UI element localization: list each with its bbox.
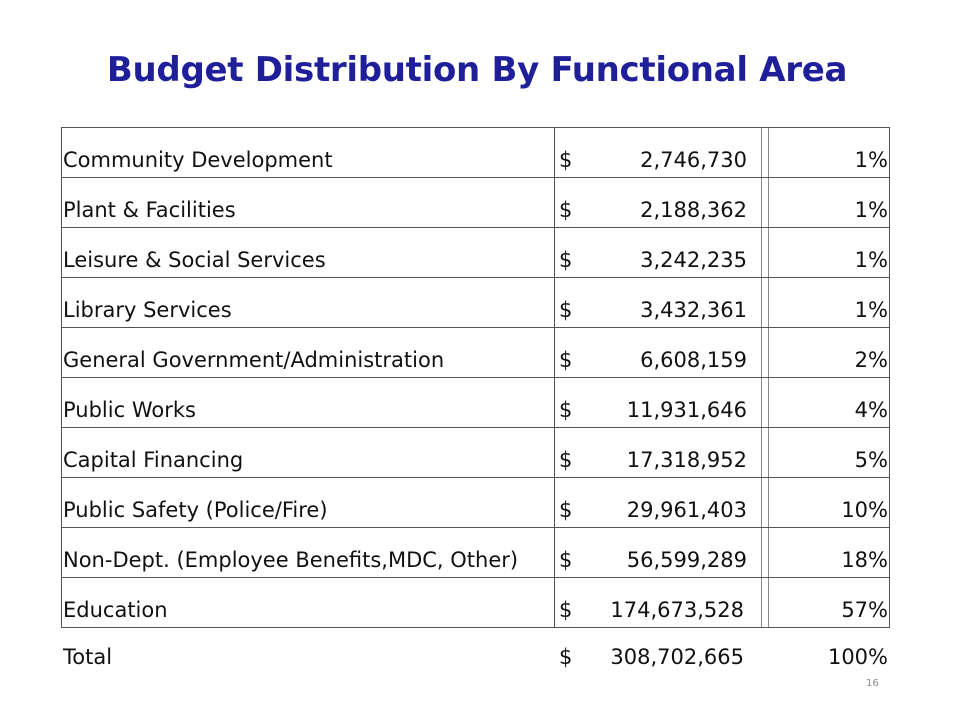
row-percent: 10% — [841, 498, 888, 522]
currency-symbol: $ — [559, 498, 573, 522]
row-label: Public Safety (Police/Fire) — [63, 498, 328, 522]
table-row — [61, 177, 890, 227]
row-percent: 18% — [841, 548, 888, 572]
row-label: General Government/Administration — [63, 348, 445, 372]
row-percent: 1% — [854, 298, 888, 322]
row-label: Community Development — [63, 148, 333, 172]
table-row — [61, 377, 890, 427]
row-amount: 2,188,362 — [640, 198, 747, 222]
row-amount: 3,432,361 — [640, 298, 747, 322]
row-label: Public Works — [63, 398, 196, 422]
row-percent: 1% — [854, 248, 888, 272]
total-percent: 100% — [827, 645, 888, 669]
row-percent: 1% — [854, 198, 888, 222]
row-amount: 17,318,952 — [626, 448, 747, 472]
total-row — [61, 624, 890, 674]
row-percent: 4% — [854, 398, 888, 422]
row-amount: 174,673,528 — [610, 598, 744, 622]
table-row — [61, 527, 890, 577]
currency-symbol: $ — [559, 198, 573, 222]
table-row — [61, 327, 890, 377]
row-amount: 3,242,235 — [640, 248, 747, 272]
row-percent: 2% — [854, 348, 888, 372]
row-amount: 56,599,289 — [626, 548, 747, 572]
slide-number: 16 — [866, 678, 879, 689]
row-label: Education — [63, 598, 168, 622]
row-percent: 57% — [841, 598, 888, 622]
row-label: Leisure & Social Services — [63, 248, 326, 272]
row-percent: 1% — [854, 148, 888, 172]
currency-symbol: $ — [559, 645, 573, 669]
table-row — [61, 577, 890, 627]
row-amount: 2,746,730 — [640, 148, 747, 172]
table-row — [61, 127, 890, 177]
table-row — [61, 477, 890, 527]
row-amount: 29,961,403 — [626, 498, 747, 522]
total-label: Total — [63, 645, 113, 669]
currency-symbol: $ — [559, 348, 573, 372]
row-label: Library Services — [63, 298, 232, 322]
row-label: Capital Financing — [63, 448, 244, 472]
currency-symbol: $ — [559, 448, 573, 472]
table-row — [61, 227, 890, 277]
row-label: Plant & Facilities — [63, 198, 236, 222]
row-amount: 11,931,646 — [626, 398, 747, 422]
table-row — [61, 277, 890, 327]
currency-symbol: $ — [559, 248, 573, 272]
currency-symbol: $ — [559, 398, 573, 422]
total-amount: 308,702,665 — [610, 645, 744, 669]
table-row — [61, 427, 890, 477]
currency-symbol: $ — [559, 148, 573, 172]
row-amount: 6,608,159 — [640, 348, 747, 372]
row-label: Non-Dept. (Employee Benefits,MDC, Other) — [63, 548, 519, 572]
slide-title: Budget Distribution By Functional Area — [106, 50, 848, 90]
currency-symbol: $ — [559, 298, 573, 322]
currency-symbol: $ — [559, 598, 573, 622]
currency-symbol: $ — [559, 548, 573, 572]
row-percent: 5% — [854, 448, 888, 472]
